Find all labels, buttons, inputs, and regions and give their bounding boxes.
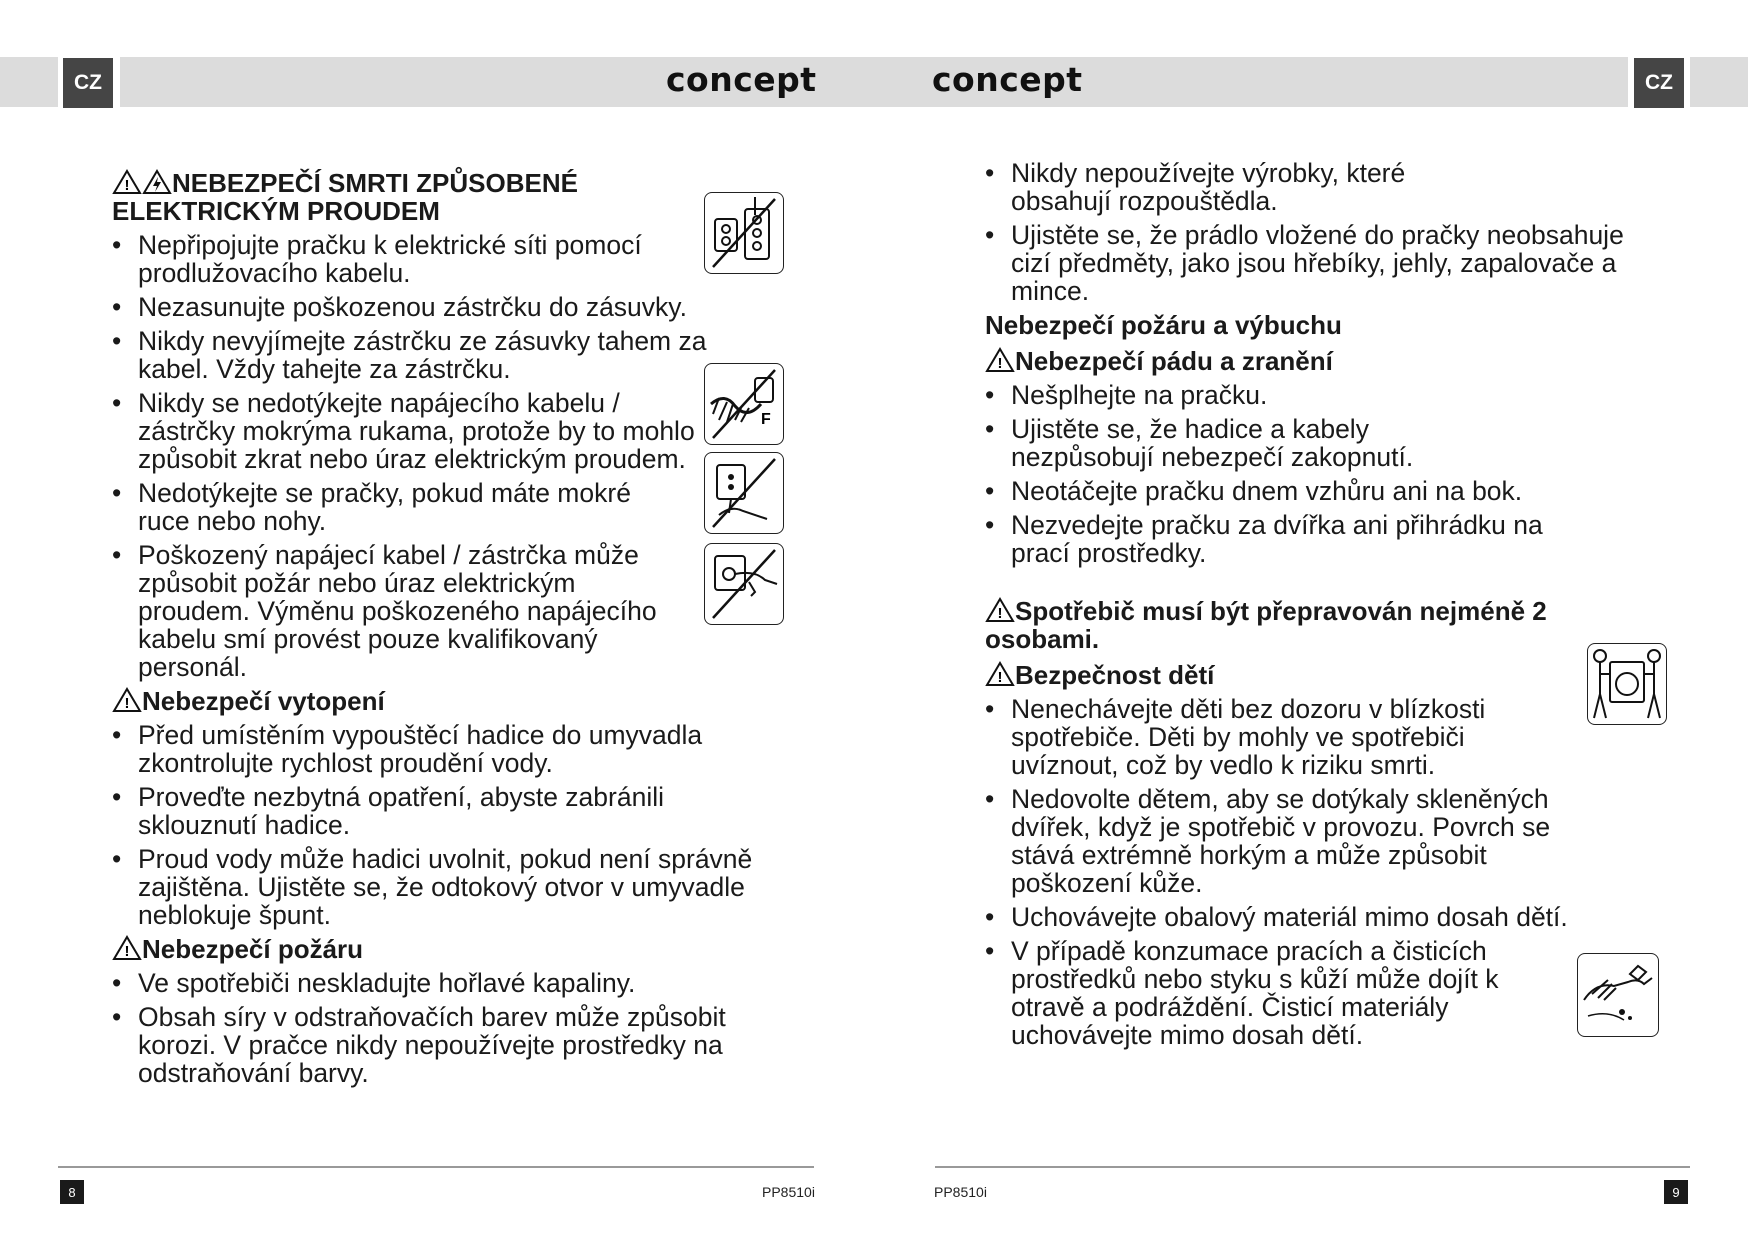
svg-text:!: ! (997, 605, 1003, 622)
footer-rule-right (935, 1166, 1690, 1168)
right-column (985, 159, 1665, 1049)
list-item: • Nezasunujte poškozenou zástrčku do zásuvky. (112, 293, 777, 321)
electric-heading-line1: NEBEZPEČÍ SMRTI ZPŮSOBENÉ (172, 168, 578, 198)
fall-heading-text: Nebezpečí pádu a zranění (1015, 346, 1333, 376)
list-item: • Nenechávejte děti bez dozoru v blízkosti spotřebiče. Děti by mohly ve spotřebiči uvíznout, což by vedlo k riziku smrti. (985, 695, 1665, 779)
solvents-list (985, 159, 1665, 305)
svg-text:!: ! (997, 669, 1003, 686)
flood-heading-text: Nebezpečí vytopení (142, 686, 385, 716)
list-item: • Nepřipojujte pračku k elektrické síti pomocí prodlužovacího kabelu. (112, 231, 777, 287)
svg-text:!: ! (124, 943, 130, 960)
header-bar-right-edge (1690, 57, 1748, 107)
svg-text:!: ! (124, 695, 130, 712)
list-item: • Nikdy nevyjímejte zástrčku ze zásuvky tahem za kabel. Vždy tahejte za zástrčku. (112, 327, 777, 383)
warning-icon (112, 935, 142, 961)
brand-logo-right: concept (932, 60, 1083, 99)
list-item: • Nedotýkejte se pračky, pokud máte mokré ruce nebo nohy. (112, 479, 777, 535)
list-item: • Před umístěním vypouštěcí hadice do umyvadla zkontrolujte rychlost proudění vody. (112, 721, 777, 777)
children-heading-text: Bezpečnost dětí (1015, 660, 1215, 690)
footer-rule-left (58, 1166, 814, 1168)
electric-list (112, 231, 777, 681)
svg-text:F: F (761, 411, 771, 428)
damaged-cable-prohibited-icon (704, 543, 784, 625)
lightning-warning-icon (142, 169, 172, 195)
list-item: • Proveďte nezbytná opatření, abyste zabránili sklouznutí hadice. (112, 783, 777, 839)
flood-heading (112, 687, 777, 715)
extension-cord-prohibited-icon (704, 192, 784, 274)
warning-icon (112, 687, 142, 713)
transport-heading-text: Spotřebič musí být přepravován nejméně 2 osobami. (985, 596, 1547, 654)
wet-hands-plug-prohibited-icon (704, 452, 784, 534)
fire-heading-text: Nebezpečí požáru (142, 934, 364, 964)
svg-text:!: ! (124, 177, 130, 194)
fall-heading (985, 347, 1665, 375)
fire-list (112, 969, 777, 1087)
list-item: • Proud vody může hadici uvolnit, pokud není správně zajištěna. Ujistěte se, že odtokový otvor v umyvadle neblokuje špunt. (112, 845, 777, 929)
list-item: • Poškozený napájecí kabel / zástrčka může způsobit požár nebo úraz elektrickým proudem. Výměnu poškozeného napájecího kabelu smí provést pouze kvalifikovaný personál. (112, 541, 777, 681)
page-number-right: 9 (1664, 1180, 1688, 1204)
transport-heading (985, 597, 1665, 653)
list-item: • Ujistěte se, že prádlo vložené do pračky neobsahuje cizí předměty, jako jsou hřebíky, jehly, zapalovače a mince. (985, 221, 1665, 305)
electric-heading (112, 169, 777, 225)
detergent-skin-contact-icon (1577, 953, 1659, 1037)
list-item: • Nedovolte dětem, aby se dotýkaly skleněných dvířek, když je spotřebič v provozu. Povrch se stává extrémně horkým a může způsobit poškození kůže. (985, 785, 1665, 897)
language-badge-right: CZ (1634, 58, 1684, 108)
header-bar (120, 57, 1628, 107)
model-number-left: PP8510i (762, 1184, 815, 1200)
svg-text:!: ! (997, 355, 1003, 372)
electric-heading-line2: ELEKTRICKÝM PROUDEM (112, 196, 440, 226)
fall-list (985, 381, 1665, 567)
list-item: • Nikdy se nedotýkejte napájecího kabelu / zástrčky mokrýma rukama, protože by to mohlo způsobit zkrat nebo úraz elektrickým proudem. (112, 389, 777, 473)
list-item: • Uchovávejte obalový materiál mimo dosah dětí. (985, 903, 1665, 931)
list-item: • Neotáčejte pračku dnem vzhůru ani na bok. (985, 477, 1665, 505)
list-item: • Obsah síry v odstraňovačích barev může způsobit korozi. V pračce nikdy nepoužívejte prostředky na odstraňování barvy. (112, 1003, 777, 1087)
page-number-left: 8 (60, 1180, 84, 1204)
brand-logo-left: concept (666, 60, 817, 99)
explosion-heading: Nebezpečí požáru a výbuchu (985, 310, 1342, 340)
flood-list (112, 721, 777, 929)
left-column (112, 169, 777, 1087)
model-number-right: PP8510i (934, 1184, 987, 1200)
list-item: • V případě konzumace pracích a čisticích prostředků nebo styku s kůží může dojít k otravě a podráždění. Čisticí materiály uchovávejte mimo dosah dětí. (985, 937, 1665, 1049)
language-badge-left: CZ (63, 58, 113, 108)
fire-heading (112, 935, 777, 963)
list-item: • Ve spotřebiči neskladujte hořlavé kapaliny. (112, 969, 777, 997)
warning-icon (112, 169, 142, 195)
children-heading (985, 661, 1665, 689)
children-list (985, 695, 1665, 1049)
warning-icon (985, 661, 1015, 687)
list-item: • Nezvedejte pračku za dvířka ani přihrádku na prací prostředky. (985, 511, 1665, 567)
warning-icon (985, 597, 1015, 623)
warning-icon (985, 347, 1015, 373)
list-item: • Nikdy nepoužívejte výrobky, které obsahují rozpouštědla. (985, 159, 1665, 215)
list-item: • Nešplhejte na pračku. (985, 381, 1665, 409)
pull-plug-by-cord-prohibited-icon (704, 363, 784, 445)
list-item: • Ujistěte se, že hadice a kabely nezpůsobují nebezpečí zakopnutí. (985, 415, 1665, 471)
two-person-lifting-icon (1587, 643, 1667, 725)
header-bar-left-edge (0, 57, 58, 107)
